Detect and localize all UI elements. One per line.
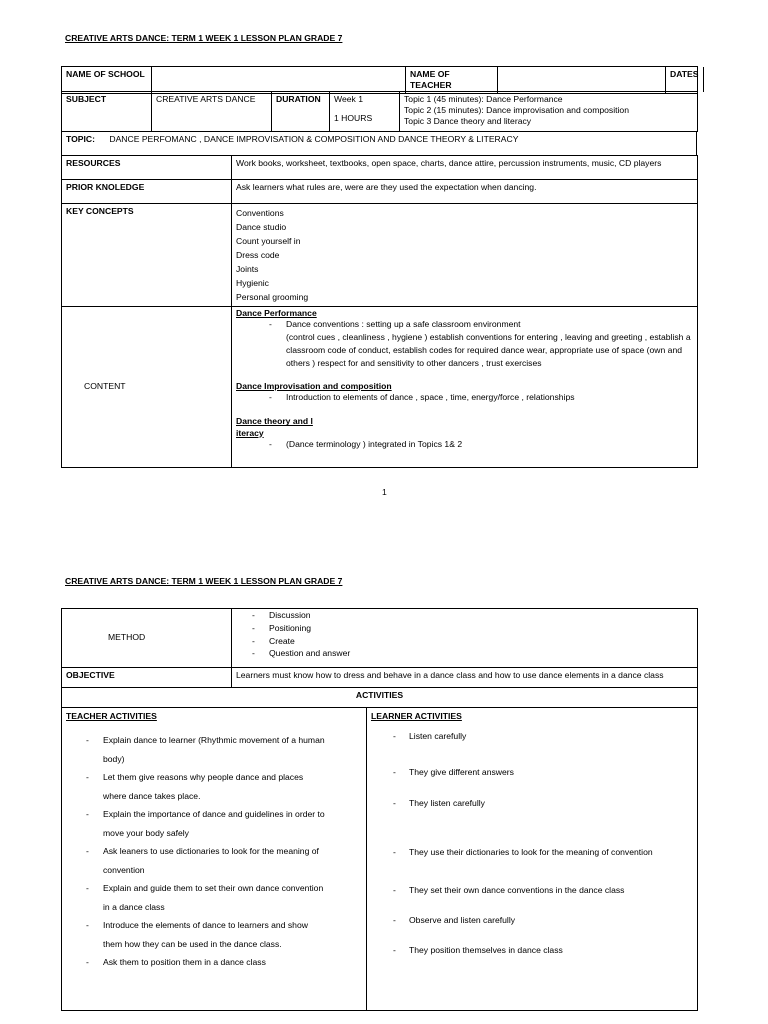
key-concept: Joints xyxy=(236,264,259,274)
teacher-activity: - Introduce the elements of dance to learners and show them how they can be used in the dance class. xyxy=(66,916,326,953)
teacher-activity: - Explain and guide them to set their own dance convention in a dance class xyxy=(66,879,326,916)
elements-of-dance-text: Introduction to elements of dance , space , time, energy/force , relationships xyxy=(286,392,575,403)
topic-value: DANCE PERFOMANC , DANCE IMPROVISATION & COMPOSITION AND DANCE THEORY & LITERACY xyxy=(109,134,519,144)
subject-label: SUBJECT xyxy=(62,92,152,132)
learner-activities-cell xyxy=(367,708,698,1011)
key-concept: Dress code xyxy=(236,250,280,260)
key-concept: Personal grooming xyxy=(236,292,309,302)
teacher-activities-list xyxy=(66,731,326,972)
method-item: - Discussion xyxy=(252,610,311,620)
dance-theory-heading-2: iteracy xyxy=(236,427,264,438)
key-concept: Dance studio xyxy=(236,222,287,232)
dance-conventions-detail: (control cues , cleanliness , hygiene ) establish conventions for entering , leaving and greeting , establish a classroom code of conduct, establish codes for required dance wear, appropriate use of space (own and others ) respect for and sensitivity to other dancers , trust exercises xyxy=(286,332,691,368)
method-item: - Question and answer xyxy=(252,648,351,659)
dates-cell xyxy=(666,67,698,94)
page1-heading: CREATIVE ARTS DANCE: TERM 1 WEEK 1 LESSON PLAN GRADE 7 xyxy=(65,33,343,43)
dance-theory-item: - (Dance terminology ) integrated in Topics 1& 2 xyxy=(269,438,463,449)
learner-activity: - They position themselves in dance class xyxy=(409,945,563,956)
week-text: Week 1 xyxy=(334,94,363,104)
topic-cell xyxy=(62,132,697,156)
content-label-cell xyxy=(62,307,232,468)
topics-cell xyxy=(400,92,698,132)
objective-label: OBJECTIVE xyxy=(62,668,232,688)
teacher-activity: - Ask them to position them in a dance class xyxy=(66,953,326,972)
key-concept: Count yourself in xyxy=(236,236,301,246)
page-number: 1 xyxy=(382,487,387,497)
topic-line: Topic 3 Dance theory and literacy xyxy=(404,116,532,127)
name-of-school-label: NAME OF SCHOOL xyxy=(62,67,152,94)
key-concept: Conventions xyxy=(236,208,284,218)
learner-activity: - They listen carefully xyxy=(409,798,485,809)
dance-terminology-text: (Dance terminology ) integrated in Topics 1& 2 xyxy=(286,438,463,449)
learner-activity: - Observe and listen carefully xyxy=(409,915,515,926)
method-item: - Create xyxy=(252,635,295,646)
teacher-activity: - Explain the importance of dance and guidelines in order to move your body safely xyxy=(66,805,326,842)
teacher-activity: - Explain dance to learner (Rhythmic movement of a human body) xyxy=(66,731,326,768)
subject-table xyxy=(61,91,698,132)
method-label: METHOD xyxy=(108,632,146,643)
topic-line: Topic 2 (15 minutes): Dance improvisation and composition xyxy=(404,105,629,116)
teacher-activities-cell xyxy=(62,708,367,1011)
learner-activity: - They give different answers xyxy=(409,767,514,778)
dance-performance-item: - Dance conventions : setting up a safe classroom environment (control cues , cleanliness , hygiene ) establish conventions for entering , leaving and greeting , establish a classroom code of conduct, establish codes for required dance wear, appropriate use of space (own and others ) respect for and sensitivity to other dancers , trust exercises xyxy=(236,319,693,369)
dance-performance-heading: Dance Performance xyxy=(236,308,317,318)
content-label: CONTENT xyxy=(84,381,126,392)
page2-heading: CREATIVE ARTS DANCE: TERM 1 WEEK 1 LESSON PLAN GRADE 7 xyxy=(65,576,343,586)
learner-activities-heading: LEARNER ACTIVITIES xyxy=(371,711,462,721)
teacher-activities-heading: TEACHER ACTIVITIES xyxy=(66,711,157,721)
activities-label: ACTIVITIES xyxy=(62,688,698,708)
method-item: - Positioning xyxy=(252,622,312,633)
dance-improvisation-item: - Introduction to elements of dance , space , time, energy/force , relationships xyxy=(269,392,575,403)
duration-label: DURATION xyxy=(272,92,330,132)
dance-conventions-text: Dance conventions : setting up a safe classroom environment xyxy=(286,319,521,330)
subject-value: CREATIVE ARTS DANCE xyxy=(152,92,272,132)
key-concepts-label: KEY CONCEPTS xyxy=(62,204,232,307)
method-table xyxy=(61,608,698,688)
learner-activity: - Listen carefully xyxy=(409,731,466,742)
objective-value: Learners must know how to dress and behave in a dance class and how to use dance elements in a dance class xyxy=(232,668,698,688)
key-concept: Hygienic xyxy=(236,278,269,288)
name-of-teacher-label: NAME OF TEACHER xyxy=(406,67,498,94)
name-of-school-field[interactable] xyxy=(152,67,406,94)
activities-table xyxy=(61,687,698,1011)
prior-knowledge-label: PRIOR KNOLEDGE xyxy=(62,180,232,204)
teacher-activity: - Let them give reasons why people dance and places where dance takes place. xyxy=(66,768,326,805)
topic-line: Topic 1 (45 minutes): Dance Performance xyxy=(404,94,563,104)
learner-activity: - They use their dictionaries to look for the meaning of convention xyxy=(409,847,653,858)
topic-table xyxy=(61,131,697,156)
duration-value xyxy=(330,92,400,132)
details-table xyxy=(61,155,698,468)
dates-label: DATES xyxy=(666,67,704,92)
teacher-activity: - Ask leaners to use dictionaries to look for the meaning of convention xyxy=(66,842,326,879)
topic-label: TOPIC: xyxy=(66,134,95,144)
resources-value: Work books, worksheet, textbooks, open space, charts, dance attire, percussion instruments, music, CD players xyxy=(232,156,698,180)
resources-label: RESOURCES xyxy=(62,156,232,180)
dance-theory-heading-1: Dance theory and l xyxy=(236,416,313,427)
hours-text: 1 HOURS xyxy=(334,113,373,124)
key-concepts-list xyxy=(232,204,698,307)
name-of-teacher-field[interactable] xyxy=(498,67,666,94)
method-list xyxy=(232,609,698,668)
prior-knowledge-value: Ask learners what rules are, were are they used the expectation when dancing. xyxy=(232,180,698,204)
content-cell xyxy=(232,307,698,468)
dance-improvisation-heading: Dance Improvisation and composition xyxy=(236,381,392,392)
method-label-cell xyxy=(62,609,232,668)
learner-activity: - They set their own dance conventions in the dance class xyxy=(409,885,624,896)
